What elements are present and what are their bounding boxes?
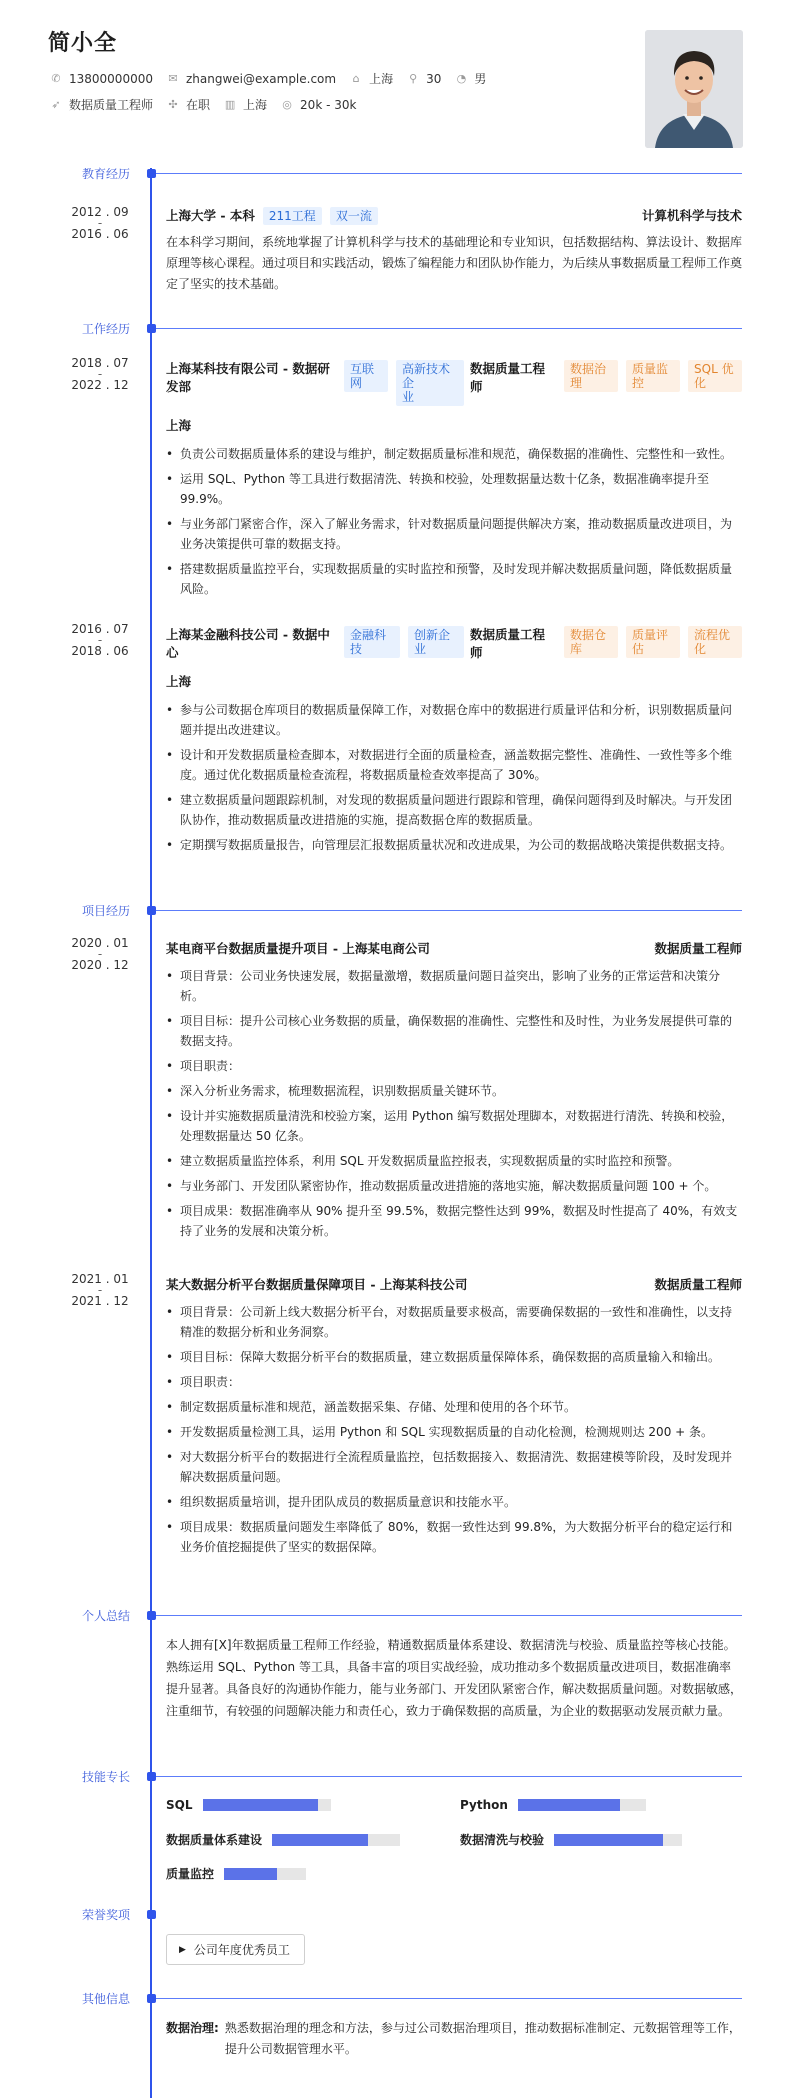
position-value: 数据质量工程师	[69, 98, 154, 112]
avatar-photo	[645, 30, 743, 148]
skill-bar-fill	[518, 1799, 620, 1811]
age-value: 30	[426, 71, 442, 86]
section-divider	[156, 1998, 742, 1999]
list-item: • 设计和开发数据质量检查脚本，对数据进行全面的质量检查，涵盖数据完整性、准确性、一致性等多个维度。通过优化数据质量检查流程，将数据质量检查效率提高了 30%。	[166, 745, 742, 785]
section-marker	[147, 1772, 156, 1781]
project-role: 数据质量工程师	[654, 1277, 742, 1292]
work-entry	[166, 360, 742, 604]
work-bullets	[166, 700, 742, 855]
project-bullets	[166, 966, 742, 1241]
section-marker	[147, 324, 156, 333]
section-divider	[156, 173, 742, 174]
skill-name: 数据质量体系建设	[166, 1833, 263, 1847]
section-work	[0, 320, 794, 340]
date-end: 2016 . 06	[71, 227, 129, 241]
list-item: • 项目目标：提升公司核心业务数据的质量，确保数据的准确性、完整性和及时性，为业务发展提供可靠的数据支持。	[166, 1011, 742, 1051]
section-divider	[156, 328, 742, 329]
skill-item	[460, 1831, 682, 1848]
work-city: 上海	[166, 674, 192, 689]
list-item: • 项目职责：	[166, 1056, 742, 1076]
project-title-row	[166, 1276, 742, 1294]
section-projects	[0, 902, 794, 922]
list-item: • 运用 SQL、Python 等工具进行数据清洗、转换和校验，处理数据量达数十亿条，数据准确率提升至 99.9%。	[166, 469, 742, 509]
mail-icon: ✉	[168, 72, 178, 85]
major-name: 计算机科学与技术	[641, 208, 742, 223]
date-start: 2012 . 09	[71, 205, 129, 219]
gender-icon: ◔	[456, 72, 467, 85]
skill-tag: 质量评 估	[626, 626, 680, 658]
age-item	[407, 72, 441, 86]
section-marker	[147, 1611, 156, 1620]
list-item: • 定期撰写数据质量报告，向管理层汇报数据质量状况和改进成果，为公司的数据战略决策提供数据支持。	[166, 835, 742, 855]
skill-bar-fill	[224, 1868, 277, 1880]
project-title: 某大数据分析平台数据质量保障项目 - 上海某科技公司	[166, 1277, 468, 1292]
list-item: • 与业务部门、开发团队紧密协作，推动数据质量改进措施的落地实施，解决数据质量问题 100 + 个。	[166, 1176, 742, 1196]
section-title: 工作经历	[81, 322, 130, 336]
date-range	[70, 1272, 130, 1308]
status-item	[167, 96, 210, 113]
skill-bar-fill	[203, 1799, 318, 1811]
company-name: 上海某金融科技公司 - 数据中 心	[166, 627, 330, 660]
section-awards	[0, 1906, 794, 1922]
industry-tag: 互联 网	[344, 360, 388, 392]
list-item: • 项目成果：数据质量问题发生率降低了 80%，数据一致性达到 99.8%，为大数据分析平台的稳定运行和业务价值挖掘提供了坚实的数据保障。	[166, 1517, 742, 1557]
skill-tag: 数据治 理	[564, 360, 618, 392]
date-range	[70, 356, 130, 392]
section-divider	[156, 1776, 742, 1777]
resume-header	[0, 0, 794, 160]
education-description: 在本科学习期间，系统地掌握了计算机科学与技术的基础理论和专业知识，包括数据结构、算法设计、数据库原理等核心课程。通过项目和实践活动，锻炼了编程能力和团队协作能力，为后续从事数据质量工程师工作奠定了坚实的技术基础。	[166, 235, 743, 291]
award-badge	[166, 1934, 305, 1965]
job-role: 数据质量工程 师	[470, 627, 546, 660]
school-name: 上海大学 - 本科	[166, 208, 255, 223]
date-separator: -	[97, 216, 103, 230]
industry-tag: 高新技术企 业	[396, 360, 464, 406]
date-range	[70, 205, 130, 241]
skill-item	[166, 1831, 400, 1848]
phone-icon: ✆	[51, 72, 61, 85]
section-summary	[0, 1607, 794, 1627]
work-title-row	[166, 626, 742, 662]
section-skills	[0, 1768, 794, 1788]
list-item: • 参与公司数据仓库项目的数据质量保障工作，对数据仓库中的数据进行质量评估和分析，识别数据质量问题并提出改进建议。	[166, 700, 742, 740]
list-item: • 建立数据质量问题跟踪机制，对发现的数据质量问题进行跟踪和管理，确保问题得到及时解决。与开发团队协作，推动数据质量改进措施的实施，提高数据仓库的数据质量。	[166, 790, 742, 830]
date-start: 2018 . 07	[71, 356, 129, 370]
list-item: • 项目目标：保障大数据分析平台的数据质量，建立数据质量保障体系，确保数据的高质量输入和输出。	[166, 1347, 742, 1367]
section-divider	[156, 910, 742, 911]
list-item: • 负责公司数据质量体系的建设与维护，制定数据质量标准和规范，确保数据的准确性、完整性和一致性。	[166, 444, 742, 464]
skill-name: 数据清洗与校验	[460, 1833, 545, 1847]
skill-item	[460, 1798, 646, 1812]
list-item: • 项目职责：	[166, 1372, 742, 1392]
list-item: • 项目背景：公司新上线大数据分析平台，对数据质量要求极高，需要确保数据的一致性和准确性，以支持精准的数据分析和业务洞察。	[166, 1302, 742, 1342]
summary-text: 本人拥有[X]年数据质量工程师工作经验，精通数据质量体系建设、数据清洗与校验、质量监控等核心技能。熟练运用 SQL、Python 等工具，具备丰富的项目实战经验，成功推动多个数据质量改进项目，数据准确率提升显著。具备良好的沟通协作能力，能与业务部门、开发团队紧密合作，解决数据质量问题。对数据敏感，注重细节，有较强的问题解决能力和责任心，致力于确保数据的高质量，为企业的数据驱动发展贡献力量。	[166, 1638, 743, 1718]
skill-name: 质量监控	[166, 1867, 215, 1881]
section-title: 荣誉奖项	[81, 1908, 130, 1922]
skill-bar	[224, 1868, 306, 1880]
section-title: 项目经历	[81, 904, 130, 918]
date-start: 2021 . 01	[71, 1272, 129, 1286]
skill-bar-fill	[554, 1834, 663, 1846]
send-icon: ➶	[51, 98, 61, 111]
date-separator: -	[97, 947, 103, 961]
work-entry	[166, 626, 742, 860]
location-value: 上海	[369, 72, 394, 86]
portrait-icon	[645, 30, 743, 148]
work-title-row	[166, 360, 742, 406]
project-entry	[166, 1276, 742, 1562]
education-title-row	[166, 207, 742, 225]
section-other	[0, 1990, 794, 2010]
project-role: 数据质量工程师	[654, 941, 742, 956]
work-bullets	[166, 444, 742, 599]
skill-bar-fill	[272, 1834, 368, 1846]
gender-item	[455, 70, 486, 87]
other-info-text: 熟悉数据治理的理念和方法，参与过公司数据治理项目，推动数据标准制定、元数据管理等工作， 提升公司数据管理水平。	[224, 2021, 741, 2056]
candidate-name: 简小全	[48, 31, 118, 56]
section-title: 个人总结	[81, 1609, 130, 1623]
skill-bar	[203, 1799, 331, 1811]
phone-value: 13800000000	[69, 71, 153, 86]
date-range	[70, 936, 130, 972]
salary-item	[281, 98, 356, 112]
project-title: 某电商平台数据质量提升项目 - 上海某电商公司	[166, 941, 430, 956]
date-end: 2021 . 12	[71, 1294, 129, 1308]
list-item: • 组织数据质量培训，提升团队成员的数据质量意识和技能水平。	[166, 1492, 742, 1512]
skill-tag: 流程优 化	[688, 626, 742, 658]
list-item: • 搭建数据质量监控平台，实现数据质量的实时监控和预警，及时发现并解决数据质量问题，降低数据质量风险。	[166, 559, 742, 599]
email-value: zhangwei@example.com	[185, 71, 337, 86]
education-entry	[166, 207, 742, 295]
phone-item	[50, 72, 153, 86]
section-marker	[147, 1994, 156, 2003]
list-item: • 与业务部门紧密合作，深入了解业务需求，针对数据质量问题提供解决方案，推动数据质量改进项目，为业务决策提供可靠的数据支持。	[166, 514, 742, 554]
project-title-row	[166, 940, 742, 958]
skill-bar	[272, 1834, 400, 1846]
skill-bar	[554, 1834, 682, 1846]
list-item: • 制定数据质量标准和规范，涵盖数据采集、存储、处理和使用的各个环节。	[166, 1397, 742, 1417]
gender-value: 男	[474, 72, 487, 86]
job-role: 数据质量工程 师	[470, 361, 546, 394]
date-separator: -	[97, 367, 103, 381]
city-value: 上海	[243, 98, 268, 112]
section-title: 其他信息	[81, 1992, 130, 2006]
list-item: • 项目背景：公司业务快速发展，数据量激增，数据质量问题日益突出，影响了业务的正常运营和决策分析。	[166, 966, 742, 1006]
section-marker	[147, 1910, 156, 1919]
position-item	[50, 96, 153, 113]
work-city: 上海	[166, 418, 192, 433]
play-icon: ▶	[179, 1944, 186, 1955]
date-range	[70, 622, 130, 658]
list-item: • 深入分析业务需求，梳理数据流程，识别数据质量关键环节。	[166, 1081, 742, 1101]
status-value: 在职	[186, 98, 211, 112]
list-item: • 项目成果：数据准确率从 90% 提升至 99.5%，数据完整性达到 99%，数据及时性提高了 40%，有效支持了业务的发展和决策分析。	[166, 1201, 742, 1241]
city-item	[224, 96, 267, 113]
email-item[interactable]	[167, 72, 336, 86]
skill-item	[166, 1798, 331, 1812]
cake-icon: ⚲	[409, 72, 418, 85]
money-icon: ◎	[282, 98, 292, 111]
section-divider	[156, 1615, 742, 1616]
skill-name: Python	[460, 1798, 508, 1812]
date-end: 2018 . 06	[71, 644, 129, 658]
skill-bar	[518, 1799, 646, 1811]
date-start: 2020 . 01	[71, 936, 129, 950]
section-marker	[147, 169, 156, 178]
skill-tag: 数据仓 库	[564, 626, 618, 658]
section-title: 技能专长	[81, 1770, 130, 1784]
skill-item	[166, 1865, 306, 1882]
home-icon: ⌂	[352, 72, 360, 85]
other-info-row	[166, 2018, 742, 2060]
skill-tag: SQL 优 化	[688, 360, 742, 392]
timeline-rule	[150, 168, 152, 2098]
list-item: • 对大数据分析平台的数据进行全流程质量监控，包括数据接入、数据清洗、数据建模等阶段，及时发现并解决数据质量问题。	[166, 1447, 742, 1487]
status-icon: ✣	[168, 98, 178, 111]
other-info	[166, 2018, 742, 2060]
section-marker	[147, 906, 156, 915]
job-intent-row	[50, 96, 370, 113]
date-end: 2020 . 12	[71, 958, 129, 972]
skill-name: SQL	[166, 1798, 193, 1812]
building-icon: ▥	[224, 98, 236, 111]
project-bullets	[166, 1302, 742, 1557]
industry-tag: 金融科 技	[344, 626, 400, 658]
list-item: • 建立数据质量监控体系，利用 SQL 开发数据质量监控报表，实现数据质量的实时监控和预警。	[166, 1151, 742, 1171]
location-item	[350, 70, 393, 87]
industry-tag: 创新企 业	[408, 626, 464, 658]
company-name: 上海某科技有限公司 - 数据研 发部	[166, 361, 330, 394]
award-name: 公司年度优秀员工	[193, 1943, 290, 1957]
section-education	[0, 165, 794, 185]
summary-block	[166, 1634, 742, 1722]
other-info-label: 数据治理:	[166, 2021, 219, 2035]
date-separator: -	[97, 1283, 103, 1297]
salary-value: 20k - 30k	[300, 97, 357, 112]
date-start: 2016 . 07	[71, 622, 129, 636]
date-end: 2022 . 12	[71, 378, 129, 392]
school-tag: 211工程	[263, 207, 322, 225]
date-separator: -	[97, 633, 103, 647]
section-title: 教育经历	[81, 167, 130, 181]
skill-tag: 质量监 控	[626, 360, 680, 392]
list-item: • 设计并实施数据质量清洗和校验方案，运用 Python 编写数据处理脚本，对数据进行清洗、转换和校验，处理数据量达 50 亿条。	[166, 1106, 742, 1146]
project-entry	[166, 940, 742, 1246]
school-tag: 双一流	[330, 207, 378, 225]
list-item: • 开发数据质量检测工具，运用 Python 和 SQL 实现数据质量的自动化检测，检测规则达 200 + 条。	[166, 1422, 742, 1442]
contact-row	[50, 70, 500, 87]
